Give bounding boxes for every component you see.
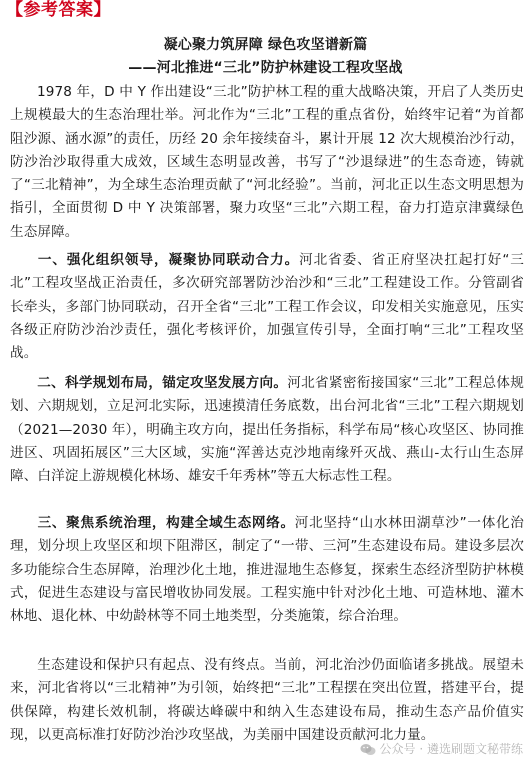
paragraph-text: 1978 年，D 中 Y 作出建设“三北”防护林工程的重大战略决策，开启了人类历史上规模最大的生态治理壮举。河北作为“三北”工程的重点省份，始终牢记着“为首都阻沙源、涵水源”的责任，历经 20 余年接续奋斗，累计开展 12 次大规模治沙行动，防沙治沙取得重大成效，区域生态明显改善，书写了“沙退绿进”的生态奇迹，铸就了“三北精神”，为全球生态治理贡献了“河北经验”。当前，河北正以生态文明思想为指引，全面贯彻 D 中 Y 决策部署，聚力攻坚“三北”六期工程，奋力打造京津冀绿色生态屏障。 — [10, 84, 524, 240]
watermark — [360, 741, 523, 757]
watermark-text: 公众号 · 遴选刷题文秘带练 — [379, 742, 523, 756]
article-title: 凝心聚力筑屏障 绿色攻坚谱新篇 — [163, 37, 368, 53]
paragraph-intro — [10, 81, 524, 244]
paragraph-section-1 — [10, 249, 524, 365]
paragraph-section-3 — [10, 512, 524, 628]
paragraph-text: 生态建设和保护只有起点、没有终点。当前，河北治沙仍面临诸多挑战。展望未来，河北省将以“三北精神”为引领，始终把“三北”工程摆在突出位置，搭建平台，提供保障，构建长效机制，将碳达峰碳中和纳入生态建设布局，推动生态产品价值实现，以更高标准打好防沙治沙攻坚战，为美丽中国建设贡献河北力量。 — [10, 657, 524, 743]
paragraph-text: 河北坚持“山水林田湖草沙”一体化治理，划分坝上攻坚区和坝下阻滞区，制定了“一带、三河”生态建设布局。建设多层次多功能综合生态屏障，治理沙化土地，推进湿地生态修复，探索生态经济型防护林模式，促进生态建设与富民增收协同发展。工程实施中针对沙化土地、可造林地、灌木林地、退化林、中幼龄林等不同土地类型，分类施策，综合治理。 — [10, 515, 524, 625]
answer-tag: 【参考答案】 — [6, 0, 111, 20]
article-subtitle: ——河北推进“三北”防护林建设工程攻坚战 — [128, 60, 403, 76]
paragraph-conclusion — [10, 654, 524, 747]
wechat-icon — [360, 743, 376, 756]
section-heading: 二、科学规划布局，锚定攻坚发展方向。 — [37, 375, 288, 391]
section-heading: 三、聚焦系统治理，构建全域生态网络。 — [37, 515, 295, 531]
paragraph-text: 河北省紧密衔接国家“三北”工程总体规划、六期规划，立足河北实际，迅速摸清任务底数，出台河北省“三北”工程六期规划（2021—2030 年），明确主攻方向，提出任务指标，科学布局“核心攻坚区、协同推进区、巩固拓展区”三大区域，实施“浑善达克沙地南缘歼灭战、燕山-太行山生态屏障、白洋淀上游规模化林场、雄安千年秀林”等五大标志性工程。 — [10, 375, 524, 485]
paragraph-section-2 — [10, 372, 524, 488]
paragraph-text: 河北省委、省正府坚决扛起打好“三北”工程攻坚战正治责任，多次研究部署防沙治沙和“三北”工程建设工作。分管副省长牵头，多部门协同联动，召开全省“三北”工程工作会议，印发相关实施意见，压实各级正府防沙治沙责任，强化考核评价，加强宣传引导，全面打响“三北”工程攻坚战。 — [10, 252, 524, 362]
section-heading: 一、强化组织领导，凝聚协同联动合力。 — [37, 252, 300, 268]
